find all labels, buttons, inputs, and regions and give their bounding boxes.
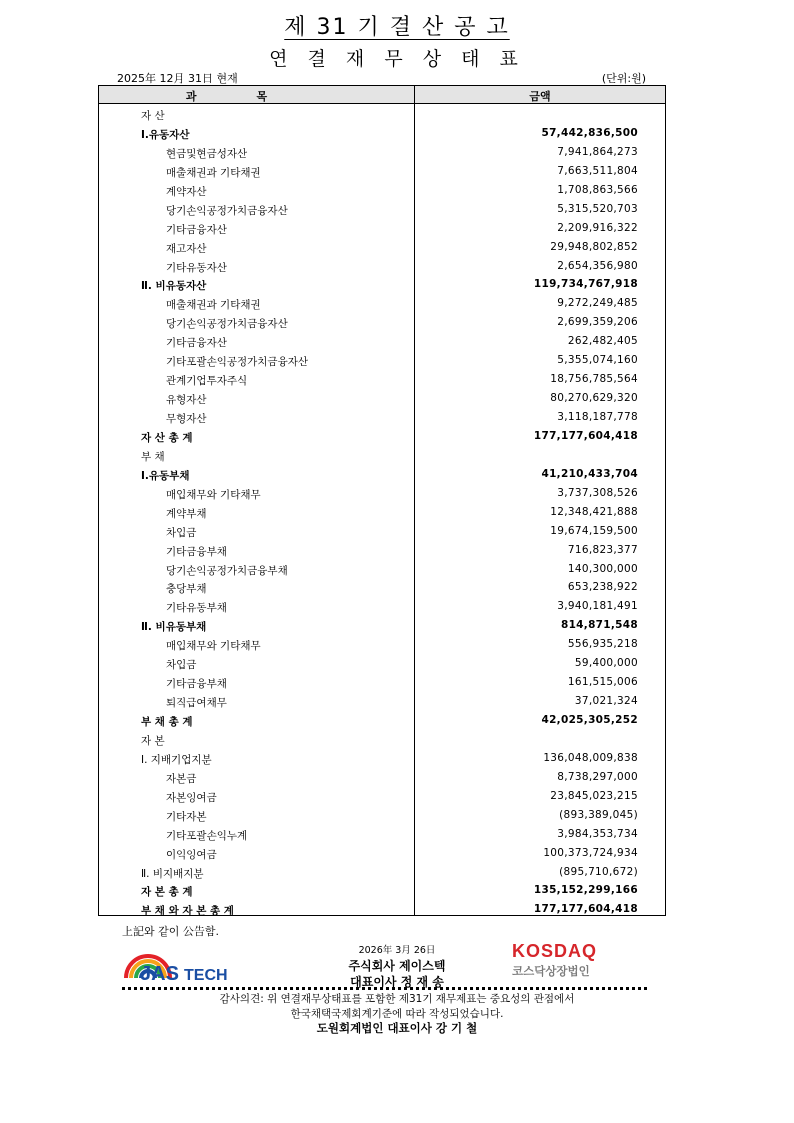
amount-value: 7,941,864,273	[557, 145, 638, 158]
account-label: 차입금	[166, 659, 197, 672]
amount-value: 177,177,604,418	[533, 903, 638, 916]
account-label: 기타금융자산	[166, 337, 227, 350]
amount-value: 100,373,724,934	[543, 846, 638, 859]
amount-value: 7,663,511,804	[557, 164, 638, 177]
table-row	[99, 313, 665, 332]
account-label: 자 산	[141, 110, 165, 122]
audit-opinion-line1: 감사의견: 위 연결재무상태표를 포함한 제31기 재무제표는 중요성의 관점에서	[219, 993, 575, 1005]
account-label: 매입채무와 기타채무	[166, 640, 261, 653]
table-row	[99, 768, 665, 787]
account-label: 매입채무와 기타채무	[166, 488, 261, 501]
account-label: 퇴직급여채무	[166, 697, 227, 710]
account-label: 당기손익공정가치금융부채	[166, 564, 288, 577]
table-row	[99, 692, 665, 711]
table-row	[99, 408, 665, 427]
table-row	[99, 238, 665, 257]
table-row	[99, 635, 665, 654]
table-row	[99, 597, 665, 616]
amount-value: 716,823,377	[567, 543, 638, 556]
amount-value: 57,442,836,500	[541, 126, 638, 139]
account-label: 유형자산	[166, 394, 207, 407]
amount-value: 59,400,000	[574, 657, 638, 670]
amount-value: 556,935,218	[567, 638, 638, 651]
table-row	[99, 900, 665, 919]
account-label: Ⅰ. 지배기업지분	[141, 753, 212, 766]
table-row	[99, 124, 665, 143]
ceo-name: 대표이사 정 재 송	[350, 975, 444, 989]
table-row	[99, 484, 665, 503]
account-label: Ⅱ. 비유동자산	[141, 280, 207, 293]
table-row	[99, 711, 665, 730]
table-row	[99, 200, 665, 219]
amount-value: 2,654,356,980	[557, 259, 638, 272]
amount-value: 2,209,916,322	[557, 221, 638, 234]
table-row	[99, 389, 665, 408]
table-row	[99, 427, 665, 446]
table-row	[99, 863, 665, 882]
account-label: 부 채	[141, 450, 165, 463]
amount-value: 5,315,520,703	[557, 202, 638, 215]
table-header	[99, 86, 665, 104]
account-label: 자 본 총 계	[141, 886, 193, 899]
account-label: 기타유동부채	[166, 602, 227, 615]
account-label: 기타자본	[166, 810, 207, 823]
amount-value: 1,708,863,566	[557, 183, 638, 196]
account-label: 현금및현금성자산	[166, 147, 248, 160]
table-row	[99, 143, 665, 162]
notice-statement: 上記와 같이 公告함.	[122, 925, 219, 938]
account-label: 기타금융부채	[166, 545, 227, 558]
amount-value: (893,389,045)	[559, 808, 638, 821]
account-label: Ⅰ.유동자산	[141, 128, 190, 141]
table-row	[99, 578, 665, 597]
jastech-logo-tech: TECH	[184, 967, 228, 982]
account-label: 매출채권과 기타채권	[166, 166, 261, 179]
amount-value: 29,948,802,852	[550, 240, 638, 253]
table-row	[99, 370, 665, 389]
amount-value: 653,238,922	[567, 581, 638, 594]
account-label: 충당부채	[166, 583, 207, 596]
account-label: Ⅰ.유동부채	[141, 469, 190, 482]
auditor-name: 도원회계법인 대표이사 강 기 철	[316, 1021, 478, 1035]
account-label: 부 채 총 계	[141, 716, 193, 728]
table-row	[99, 446, 665, 465]
table-row	[99, 541, 665, 560]
table-row	[99, 522, 665, 541]
amount-value: 5,355,074,160	[557, 354, 638, 367]
table-row	[99, 181, 665, 200]
table-row	[99, 806, 665, 825]
table-row	[99, 294, 665, 313]
table-row	[99, 465, 665, 484]
account-label: 자본금	[166, 772, 197, 785]
amount-value: 161,515,006	[567, 676, 638, 689]
table-row	[99, 844, 665, 863]
table-row	[99, 825, 665, 844]
table-row	[99, 332, 665, 351]
account-label: 차입금	[166, 526, 197, 539]
table-row	[99, 787, 665, 806]
amount-value: 140,300,000	[567, 562, 638, 575]
table-row	[99, 673, 665, 692]
account-label: 계약자산	[166, 185, 207, 198]
table-row	[99, 257, 665, 276]
amount-value: 18,756,785,564	[550, 373, 638, 386]
amount-value: 23,845,023,215	[550, 789, 638, 802]
amount-value: 9,272,249,485	[557, 297, 638, 310]
account-label: 기타포괄손익공정가치금융자산	[166, 356, 309, 369]
kosdaq-logo-text: KOSDAQ	[512, 941, 598, 961]
amount-value: 177,177,604,418	[533, 429, 638, 442]
account-label: 계약부채	[166, 507, 207, 520]
table-row	[99, 503, 665, 522]
amount-value: 3,984,353,734	[557, 827, 638, 840]
amount-value: 19,674,159,500	[550, 524, 638, 537]
amount-value: 80,270,629,320	[550, 392, 638, 405]
account-label: 무형자산	[166, 413, 207, 425]
account-label: 자본잉여금	[166, 791, 217, 804]
dotted-divider	[122, 987, 647, 990]
table-row	[99, 654, 665, 673]
amount-value: 135,152,299,166	[533, 884, 638, 897]
amount-value: 2,699,359,206	[557, 316, 638, 329]
statement-date: 2025年 12月 31日 현재	[117, 72, 238, 85]
amount-value: 37,021,324	[574, 695, 638, 708]
account-label: 재고자산	[166, 242, 207, 255]
account-label: 자 산 총 계	[141, 431, 193, 444]
amount-value: 136,048,009,838	[543, 751, 638, 764]
table-row	[99, 881, 665, 900]
account-label: 부 채 와 자 본 총 계	[141, 905, 234, 918]
table-row	[99, 560, 665, 579]
kosdaq-logo	[510, 940, 620, 980]
account-label: 당기손익공정가치금융자산	[166, 204, 288, 217]
amount-value: 262,482,405	[567, 335, 638, 348]
balance-sheet-table	[98, 85, 666, 916]
table-row	[99, 162, 665, 181]
amount-value: 3,118,187,778	[557, 411, 638, 423]
amount-value: (895,710,672)	[559, 865, 638, 878]
amount-value: 12,348,421,888	[550, 505, 638, 518]
audit-opinion-line2: 한국채택국제회계기준에 따라 작성되었습니다.	[290, 1008, 504, 1020]
amount-value: 42,025,305,252	[541, 714, 638, 726]
account-label: Ⅱ. 비지배지분	[141, 867, 204, 880]
account-label: 기타포괄손익누계	[166, 829, 248, 842]
publication-date: 2026年 3月 26日	[358, 945, 436, 956]
table-row	[99, 351, 665, 370]
account-label: 기타금융부채	[166, 678, 227, 691]
account-label: 자 본	[141, 734, 165, 747]
table-body	[99, 105, 665, 919]
table-row	[99, 616, 665, 635]
unit-label: (단위:원)	[601, 72, 646, 85]
table-row	[99, 749, 665, 768]
account-label: 이익잉여금	[166, 848, 217, 861]
table-row	[99, 105, 665, 124]
statement-subtitle: 연 결 재 무 상 태 표	[269, 48, 525, 70]
account-label: 관계기업투자주식	[166, 375, 248, 388]
table-row	[99, 730, 665, 749]
amount-value: 119,734,767,918	[533, 278, 638, 291]
amount-value: 8,738,297,000	[557, 770, 638, 783]
account-label: 매출채권과 기타채권	[166, 299, 261, 312]
account-label: 기타유동자산	[166, 261, 227, 274]
table-row	[99, 219, 665, 238]
notice-title: 제 31 기 결 산 공 고	[284, 15, 510, 40]
company-name: 주식회사 제이스텍	[348, 959, 446, 973]
account-label: 당기손익공정가치금융자산	[166, 318, 288, 331]
account-label: 기타금융자산	[166, 223, 227, 236]
amount-value: 814,871,548	[560, 619, 638, 632]
amount-value: 3,940,181,491	[557, 600, 638, 613]
jastech-logo-jas: JAS	[140, 963, 179, 982]
table-row	[99, 275, 665, 294]
amount-value: 3,737,308,526	[557, 486, 638, 499]
account-label: Ⅱ. 비유동부채	[141, 621, 207, 634]
kosdaq-logo-sub: 코스닥상장법인	[512, 964, 590, 978]
header-amount: 금액	[529, 90, 551, 103]
amount-value: 41,210,433,704	[541, 467, 638, 480]
header-account: 과목	[185, 90, 328, 103]
